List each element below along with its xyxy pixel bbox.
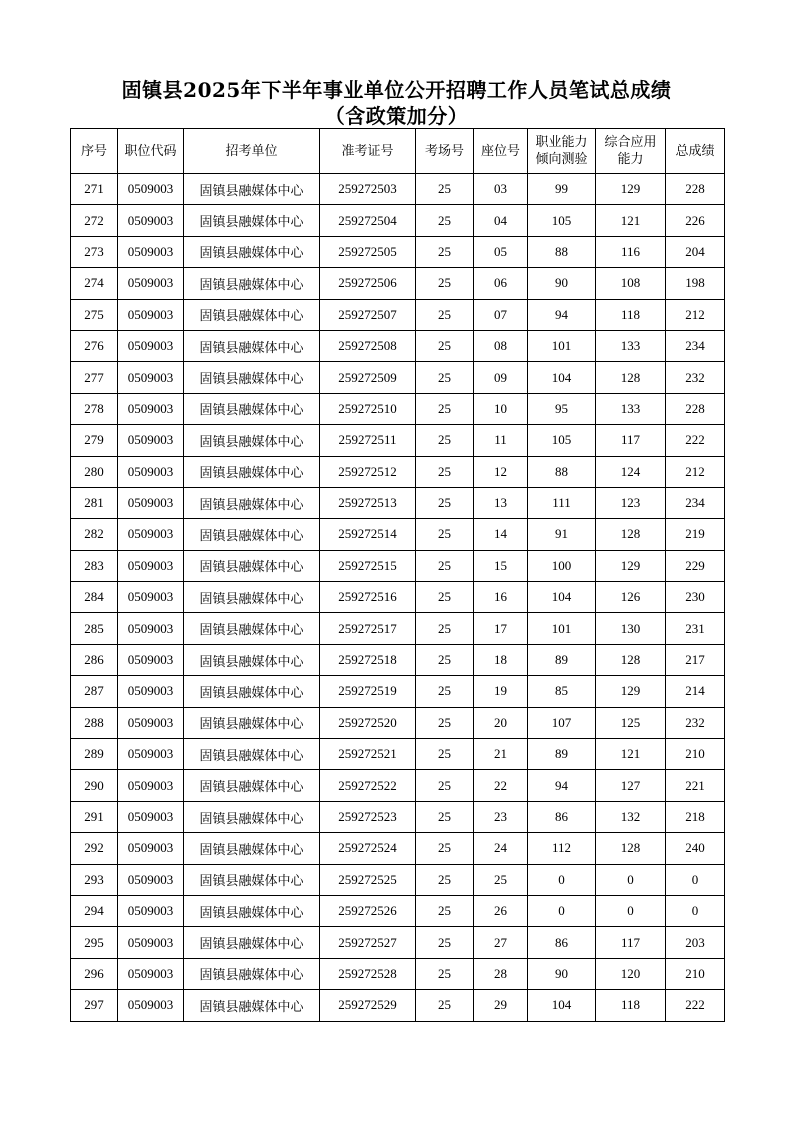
table-row: [71, 236, 725, 267]
header-total-score: 总成绩: [666, 129, 725, 174]
cell-serial: 294: [71, 895, 118, 926]
cell-total-score: 204: [666, 236, 725, 267]
cell-serial: 276: [71, 330, 118, 361]
cell-employer: 固镇县融媒体中心: [184, 644, 320, 675]
cell-applied-score: 128: [596, 833, 666, 864]
cell-exam-room: 25: [416, 362, 474, 393]
cell-employer: 固镇县融媒体中心: [184, 393, 320, 424]
cell-aptitude-score: 105: [528, 205, 596, 236]
cell-serial: 291: [71, 801, 118, 832]
cell-applied-score: 118: [596, 299, 666, 330]
table-row: [71, 613, 725, 644]
table-row: [71, 801, 725, 832]
cell-applied-score: 116: [596, 236, 666, 267]
cell-position-code: 0509003: [118, 739, 184, 770]
cell-exam-room: 25: [416, 519, 474, 550]
cell-aptitude-score: 88: [528, 456, 596, 487]
cell-position-code: 0509003: [118, 393, 184, 424]
cell-employer: 固镇县融媒体中心: [184, 990, 320, 1021]
cell-applied-score: 124: [596, 456, 666, 487]
cell-admission-number: 259272505: [320, 236, 416, 267]
cell-total-score: 222: [666, 990, 725, 1021]
cell-seat: 06: [474, 268, 528, 299]
cell-position-code: 0509003: [118, 801, 184, 832]
cell-employer: 固镇县融媒体中心: [184, 236, 320, 267]
table-row: [71, 519, 725, 550]
cell-total-score: 221: [666, 770, 725, 801]
cell-seat: 12: [474, 456, 528, 487]
cell-serial: 280: [71, 456, 118, 487]
cell-aptitude-score: 104: [528, 362, 596, 393]
cell-serial: 271: [71, 174, 118, 205]
cell-employer: 固镇县融媒体中心: [184, 425, 320, 456]
table-row: [71, 487, 725, 518]
cell-applied-score: 128: [596, 519, 666, 550]
cell-aptitude-score: 0: [528, 895, 596, 926]
cell-seat: 24: [474, 833, 528, 864]
table-row: [71, 299, 725, 330]
cell-employer: 固镇县融媒体中心: [184, 613, 320, 644]
cell-employer: 固镇县融媒体中心: [184, 362, 320, 393]
cell-total-score: 219: [666, 519, 725, 550]
cell-applied-score: 129: [596, 550, 666, 581]
cell-aptitude-score: 91: [528, 519, 596, 550]
cell-exam-room: 25: [416, 268, 474, 299]
cell-total-score: 222: [666, 425, 725, 456]
cell-total-score: 232: [666, 707, 725, 738]
cell-exam-room: 25: [416, 236, 474, 267]
cell-admission-number: 259272521: [320, 739, 416, 770]
cell-position-code: 0509003: [118, 707, 184, 738]
cell-admission-number: 259272510: [320, 393, 416, 424]
cell-aptitude-score: 100: [528, 550, 596, 581]
cell-exam-room: 25: [416, 927, 474, 958]
table-row: [71, 425, 725, 456]
cell-exam-room: 25: [416, 425, 474, 456]
table-row: [71, 927, 725, 958]
cell-seat: 04: [474, 205, 528, 236]
cell-total-score: 212: [666, 299, 725, 330]
cell-applied-score: 125: [596, 707, 666, 738]
table-row: [71, 456, 725, 487]
cell-admission-number: 259272524: [320, 833, 416, 864]
cell-aptitude-score: 111: [528, 487, 596, 518]
cell-admission-number: 259272520: [320, 707, 416, 738]
cell-exam-room: 25: [416, 393, 474, 424]
cell-admission-number: 259272529: [320, 990, 416, 1021]
cell-exam-room: 25: [416, 456, 474, 487]
header-aptitude-line2: 倾向测验: [535, 152, 588, 167]
cell-seat: 11: [474, 425, 528, 456]
cell-serial: 284: [71, 582, 118, 613]
cell-admission-number: 259272503: [320, 174, 416, 205]
cell-serial: 282: [71, 519, 118, 550]
table-row: [71, 644, 725, 675]
cell-seat: 19: [474, 676, 528, 707]
cell-serial: 286: [71, 644, 118, 675]
cell-employer: 固镇县融媒体中心: [184, 299, 320, 330]
cell-seat: 09: [474, 362, 528, 393]
cell-position-code: 0509003: [118, 895, 184, 926]
cell-employer: 固镇县融媒体中心: [184, 707, 320, 738]
cell-serial: 279: [71, 425, 118, 456]
cell-serial: 274: [71, 268, 118, 299]
cell-aptitude-score: 101: [528, 330, 596, 361]
cell-admission-number: 259272512: [320, 456, 416, 487]
cell-aptitude-score: 104: [528, 582, 596, 613]
cell-seat: 26: [474, 895, 528, 926]
cell-exam-room: 25: [416, 644, 474, 675]
cell-serial: 297: [71, 990, 118, 1021]
cell-serial: 273: [71, 236, 118, 267]
cell-exam-room: 25: [416, 330, 474, 361]
cell-total-score: 234: [666, 487, 725, 518]
cell-applied-score: 0: [596, 895, 666, 926]
document-title: 固镇县2025年下半年事业单位公开招聘工作人员笔试总成绩: [121, 78, 672, 102]
cell-total-score: 230: [666, 582, 725, 613]
cell-total-score: 228: [666, 393, 725, 424]
cell-total-score: 232: [666, 362, 725, 393]
cell-admission-number: 259272517: [320, 613, 416, 644]
cell-position-code: 0509003: [118, 487, 184, 518]
cell-employer: 固镇县融媒体中心: [184, 739, 320, 770]
table-row: [71, 958, 725, 989]
cell-position-code: 0509003: [118, 456, 184, 487]
table-row: [71, 707, 725, 738]
cell-total-score: 0: [666, 895, 725, 926]
table-row: [71, 833, 725, 864]
cell-exam-room: 25: [416, 770, 474, 801]
table-row: [71, 268, 725, 299]
cell-seat: 20: [474, 707, 528, 738]
cell-serial: 285: [71, 613, 118, 644]
cell-seat: 10: [474, 393, 528, 424]
cell-position-code: 0509003: [118, 174, 184, 205]
cell-position-code: 0509003: [118, 582, 184, 613]
cell-applied-score: 129: [596, 676, 666, 707]
cell-total-score: 231: [666, 613, 725, 644]
cell-applied-score: 128: [596, 644, 666, 675]
cell-total-score: 218: [666, 801, 725, 832]
cell-seat: 03: [474, 174, 528, 205]
cell-aptitude-score: 86: [528, 801, 596, 832]
cell-admission-number: 259272525: [320, 864, 416, 895]
cell-position-code: 0509003: [118, 958, 184, 989]
cell-employer: 固镇县融媒体中心: [184, 770, 320, 801]
cell-employer: 固镇县融媒体中心: [184, 330, 320, 361]
cell-position-code: 0509003: [118, 425, 184, 456]
cell-admission-number: 259272528: [320, 958, 416, 989]
cell-employer: 固镇县融媒体中心: [184, 174, 320, 205]
cell-position-code: 0509003: [118, 990, 184, 1021]
cell-serial: 272: [71, 205, 118, 236]
header-serial: 序号: [71, 129, 118, 174]
cell-aptitude-score: 89: [528, 739, 596, 770]
cell-position-code: 0509003: [118, 770, 184, 801]
cell-admission-number: 259272504: [320, 205, 416, 236]
cell-exam-room: 25: [416, 174, 474, 205]
cell-position-code: 0509003: [118, 864, 184, 895]
cell-total-score: 217: [666, 644, 725, 675]
cell-position-code: 0509003: [118, 833, 184, 864]
cell-aptitude-score: 85: [528, 676, 596, 707]
cell-seat: 25: [474, 864, 528, 895]
cell-applied-score: 121: [596, 205, 666, 236]
scores-table: [70, 128, 725, 1022]
cell-applied-score: 133: [596, 330, 666, 361]
cell-aptitude-score: 101: [528, 613, 596, 644]
cell-employer: 固镇县融媒体中心: [184, 456, 320, 487]
header-employer: 招考单位: [184, 129, 320, 174]
cell-serial: 278: [71, 393, 118, 424]
cell-employer: 固镇县融媒体中心: [184, 958, 320, 989]
cell-position-code: 0509003: [118, 205, 184, 236]
cell-total-score: 226: [666, 205, 725, 236]
cell-seat: 28: [474, 958, 528, 989]
table-header-row: [71, 129, 725, 174]
cell-seat: 08: [474, 330, 528, 361]
cell-seat: 27: [474, 927, 528, 958]
cell-admission-number: 259272526: [320, 895, 416, 926]
cell-employer: 固镇县融媒体中心: [184, 519, 320, 550]
cell-total-score: 198: [666, 268, 725, 299]
cell-seat: 18: [474, 644, 528, 675]
cell-serial: 288: [71, 707, 118, 738]
cell-applied-score: 0: [596, 864, 666, 895]
cell-exam-room: 25: [416, 299, 474, 330]
cell-seat: 21: [474, 739, 528, 770]
cell-total-score: 234: [666, 330, 725, 361]
header-exam-room: 考场号: [416, 129, 474, 174]
cell-applied-score: 117: [596, 425, 666, 456]
cell-exam-room: 25: [416, 990, 474, 1021]
cell-exam-room: 25: [416, 676, 474, 707]
header-seat: 座位号: [474, 129, 528, 174]
cell-position-code: 0509003: [118, 676, 184, 707]
cell-employer: 固镇县融媒体中心: [184, 801, 320, 832]
cell-applied-score: 118: [596, 990, 666, 1021]
cell-serial: 290: [71, 770, 118, 801]
cell-aptitude-score: 107: [528, 707, 596, 738]
cell-exam-room: 25: [416, 582, 474, 613]
cell-applied-score: 121: [596, 739, 666, 770]
cell-aptitude-score: 90: [528, 958, 596, 989]
cell-position-code: 0509003: [118, 644, 184, 675]
cell-serial: 277: [71, 362, 118, 393]
cell-aptitude-score: 89: [528, 644, 596, 675]
cell-aptitude-score: 94: [528, 299, 596, 330]
table-row: [71, 770, 725, 801]
cell-exam-room: 25: [416, 801, 474, 832]
cell-seat: 17: [474, 613, 528, 644]
cell-applied-score: 129: [596, 174, 666, 205]
cell-position-code: 0509003: [118, 236, 184, 267]
cell-aptitude-score: 88: [528, 236, 596, 267]
table-row: [71, 582, 725, 613]
table-row: [71, 550, 725, 581]
cell-employer: 固镇县融媒体中心: [184, 205, 320, 236]
cell-aptitude-score: 90: [528, 268, 596, 299]
cell-admission-number: 259272513: [320, 487, 416, 518]
cell-serial: 283: [71, 550, 118, 581]
cell-exam-room: 25: [416, 864, 474, 895]
cell-admission-number: 259272511: [320, 425, 416, 456]
cell-employer: 固镇县融媒体中心: [184, 895, 320, 926]
cell-exam-room: 25: [416, 958, 474, 989]
cell-position-code: 0509003: [118, 613, 184, 644]
cell-exam-room: 25: [416, 833, 474, 864]
cell-total-score: 214: [666, 676, 725, 707]
cell-seat: 14: [474, 519, 528, 550]
header-applied-ability: [596, 129, 666, 174]
table-row: [71, 205, 725, 236]
table-row: [71, 174, 725, 205]
table-row: [71, 393, 725, 424]
cell-serial: 289: [71, 739, 118, 770]
table-row: [71, 864, 725, 895]
cell-position-code: 0509003: [118, 362, 184, 393]
header-aptitude-line1: 职业能力: [535, 135, 588, 150]
cell-aptitude-score: 105: [528, 425, 596, 456]
cell-admission-number: 259272515: [320, 550, 416, 581]
cell-seat: 15: [474, 550, 528, 581]
cell-seat: 23: [474, 801, 528, 832]
cell-total-score: 0: [666, 864, 725, 895]
table-row: [71, 990, 725, 1021]
table-row: [71, 362, 725, 393]
cell-position-code: 0509003: [118, 519, 184, 550]
cell-applied-score: 117: [596, 927, 666, 958]
cell-aptitude-score: 104: [528, 990, 596, 1021]
cell-seat: 29: [474, 990, 528, 1021]
cell-employer: 固镇县融媒体中心: [184, 676, 320, 707]
cell-applied-score: 127: [596, 770, 666, 801]
cell-aptitude-score: 95: [528, 393, 596, 424]
cell-aptitude-score: 86: [528, 927, 596, 958]
cell-admission-number: 259272506: [320, 268, 416, 299]
cell-employer: 固镇县融媒体中心: [184, 864, 320, 895]
cell-serial: 293: [71, 864, 118, 895]
cell-employer: 固镇县融媒体中心: [184, 833, 320, 864]
cell-total-score: 212: [666, 456, 725, 487]
cell-position-code: 0509003: [118, 299, 184, 330]
cell-total-score: 228: [666, 174, 725, 205]
cell-serial: 292: [71, 833, 118, 864]
cell-total-score: 210: [666, 958, 725, 989]
cell-applied-score: 128: [596, 362, 666, 393]
cell-exam-room: 25: [416, 613, 474, 644]
cell-seat: 13: [474, 487, 528, 518]
cell-employer: 固镇县融媒体中心: [184, 487, 320, 518]
cell-position-code: 0509003: [118, 550, 184, 581]
cell-total-score: 210: [666, 739, 725, 770]
cell-serial: 287: [71, 676, 118, 707]
cell-exam-room: 25: [416, 707, 474, 738]
cell-exam-room: 25: [416, 895, 474, 926]
header-aptitude-test: [528, 129, 596, 174]
cell-serial: 281: [71, 487, 118, 518]
cell-seat: 16: [474, 582, 528, 613]
document-subtitle: （含政策加分）: [324, 104, 469, 128]
header-position-code: 职位代码: [118, 129, 184, 174]
cell-exam-room: 25: [416, 205, 474, 236]
cell-admission-number: 259272518: [320, 644, 416, 675]
cell-applied-score: 120: [596, 958, 666, 989]
cell-exam-room: 25: [416, 487, 474, 518]
cell-position-code: 0509003: [118, 268, 184, 299]
cell-exam-room: 25: [416, 550, 474, 581]
cell-total-score: 229: [666, 550, 725, 581]
cell-serial: 275: [71, 299, 118, 330]
header-applied-line1: 综合应用: [604, 135, 657, 150]
cell-aptitude-score: 99: [528, 174, 596, 205]
cell-seat: 22: [474, 770, 528, 801]
cell-seat: 07: [474, 299, 528, 330]
table-row: [71, 739, 725, 770]
cell-admission-number: 259272527: [320, 927, 416, 958]
cell-admission-number: 259272523: [320, 801, 416, 832]
cell-aptitude-score: 112: [528, 833, 596, 864]
cell-employer: 固镇县融媒体中心: [184, 927, 320, 958]
cell-applied-score: 108: [596, 268, 666, 299]
cell-admission-number: 259272519: [320, 676, 416, 707]
cell-position-code: 0509003: [118, 927, 184, 958]
cell-total-score: 240: [666, 833, 725, 864]
cell-aptitude-score: 94: [528, 770, 596, 801]
cell-admission-number: 259272508: [320, 330, 416, 361]
cell-admission-number: 259272509: [320, 362, 416, 393]
cell-admission-number: 259272516: [320, 582, 416, 613]
cell-applied-score: 126: [596, 582, 666, 613]
cell-serial: 296: [71, 958, 118, 989]
cell-serial: 295: [71, 927, 118, 958]
cell-applied-score: 130: [596, 613, 666, 644]
header-admission-number: 准考证号: [320, 129, 416, 174]
cell-exam-room: 25: [416, 739, 474, 770]
cell-applied-score: 133: [596, 393, 666, 424]
cell-position-code: 0509003: [118, 330, 184, 361]
cell-employer: 固镇县融媒体中心: [184, 582, 320, 613]
cell-seat: 05: [474, 236, 528, 267]
cell-applied-score: 132: [596, 801, 666, 832]
cell-employer: 固镇县融媒体中心: [184, 550, 320, 581]
cell-admission-number: 259272507: [320, 299, 416, 330]
table-row: [71, 676, 725, 707]
table-row: [71, 330, 725, 361]
cell-total-score: 203: [666, 927, 725, 958]
cell-aptitude-score: 0: [528, 864, 596, 895]
table-row: [71, 895, 725, 926]
cell-employer: 固镇县融媒体中心: [184, 268, 320, 299]
cell-applied-score: 123: [596, 487, 666, 518]
header-applied-line2: 能力: [617, 152, 644, 167]
cell-admission-number: 259272522: [320, 770, 416, 801]
cell-admission-number: 259272514: [320, 519, 416, 550]
